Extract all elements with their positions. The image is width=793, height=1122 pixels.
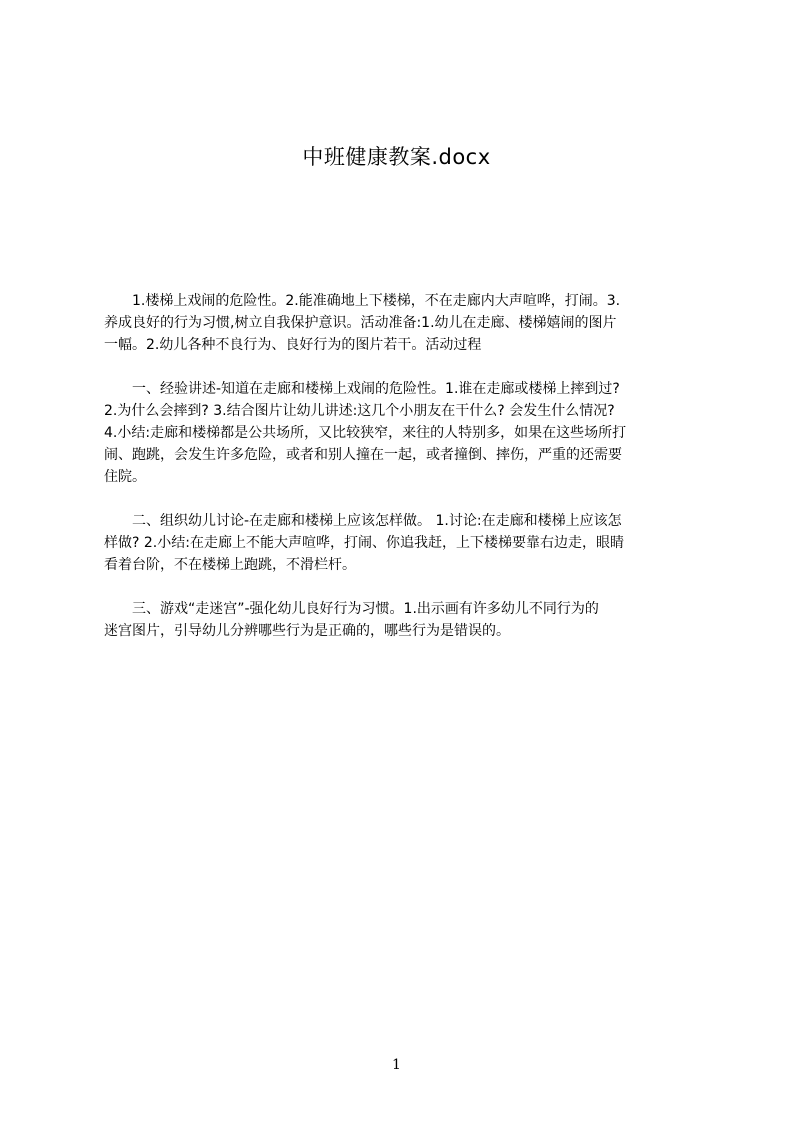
paragraph-section-three: [104, 598, 700, 642]
paragraph-line: 看着台阶，不在楼梯上跑跳，不滑栏杆。: [104, 557, 356, 573]
paragraph-line: 迷宫图片，引导幼儿分辨哪些行为是正确的，哪些行为是错误的。: [104, 623, 510, 639]
paragraph-line: 2.为什么会摔到? 3.结合图片让幼儿讲述:这几个小朋友在干什么? 会发生什么情况?: [104, 403, 615, 419]
page-number: 1: [392, 1057, 401, 1073]
paragraph-section-two: [104, 510, 700, 576]
document-title: 中班健康教案.docx: [302, 145, 491, 169]
paragraph-objectives: [104, 290, 700, 356]
paragraph-line: 4.小结:走廊和楼梯都是公共场所，又比较狭窄，来往的人特别多，如果在这些场所打: [104, 425, 627, 441]
document-body: [104, 290, 700, 730]
paragraph-line: 闹、跑跳，会发生许多危险，或者和别人撞在一起，或者撞倒、摔伤，严重的还需要: [104, 447, 622, 463]
paragraph-line: 1.楼梯上戏闹的危险性。2.能准确地上下楼梯，不在走廊内大声喧哗，打闹。3.: [132, 293, 621, 309]
paragraph-line: 住院。: [104, 469, 146, 485]
paragraph-line: 一幅。2.幼儿各种不良行为、良好行为的图片若干。活动过程: [104, 337, 482, 353]
paragraph-line: 样做? 2.小结:在走廊上不能大声喧哗，打闹、你追我赶，上下楼梯要靠右边走，眼睛: [104, 535, 624, 551]
paragraph-section-one: [104, 378, 700, 488]
paragraph-line: 二、组织幼儿讨论-在走廊和楼梯上应该怎样做。 1.讨论:在走廊和楼梯上应该怎: [132, 513, 622, 529]
paragraph-line: 三、游戏“走迷宫”-强化幼儿良好行为习惯。1.出示画有许多幼儿不同行为的: [132, 601, 599, 617]
paragraph-line: 养成良好的行为习惯,树立自我保护意识。活动准备:1.幼儿在走廊、楼梯嬉闹的图片: [104, 315, 617, 331]
paragraph-line: 一、经验讲述-知道在走廊和楼梯上戏闹的危险性。1.谁在走廊或楼梯上摔到过?: [132, 381, 620, 397]
